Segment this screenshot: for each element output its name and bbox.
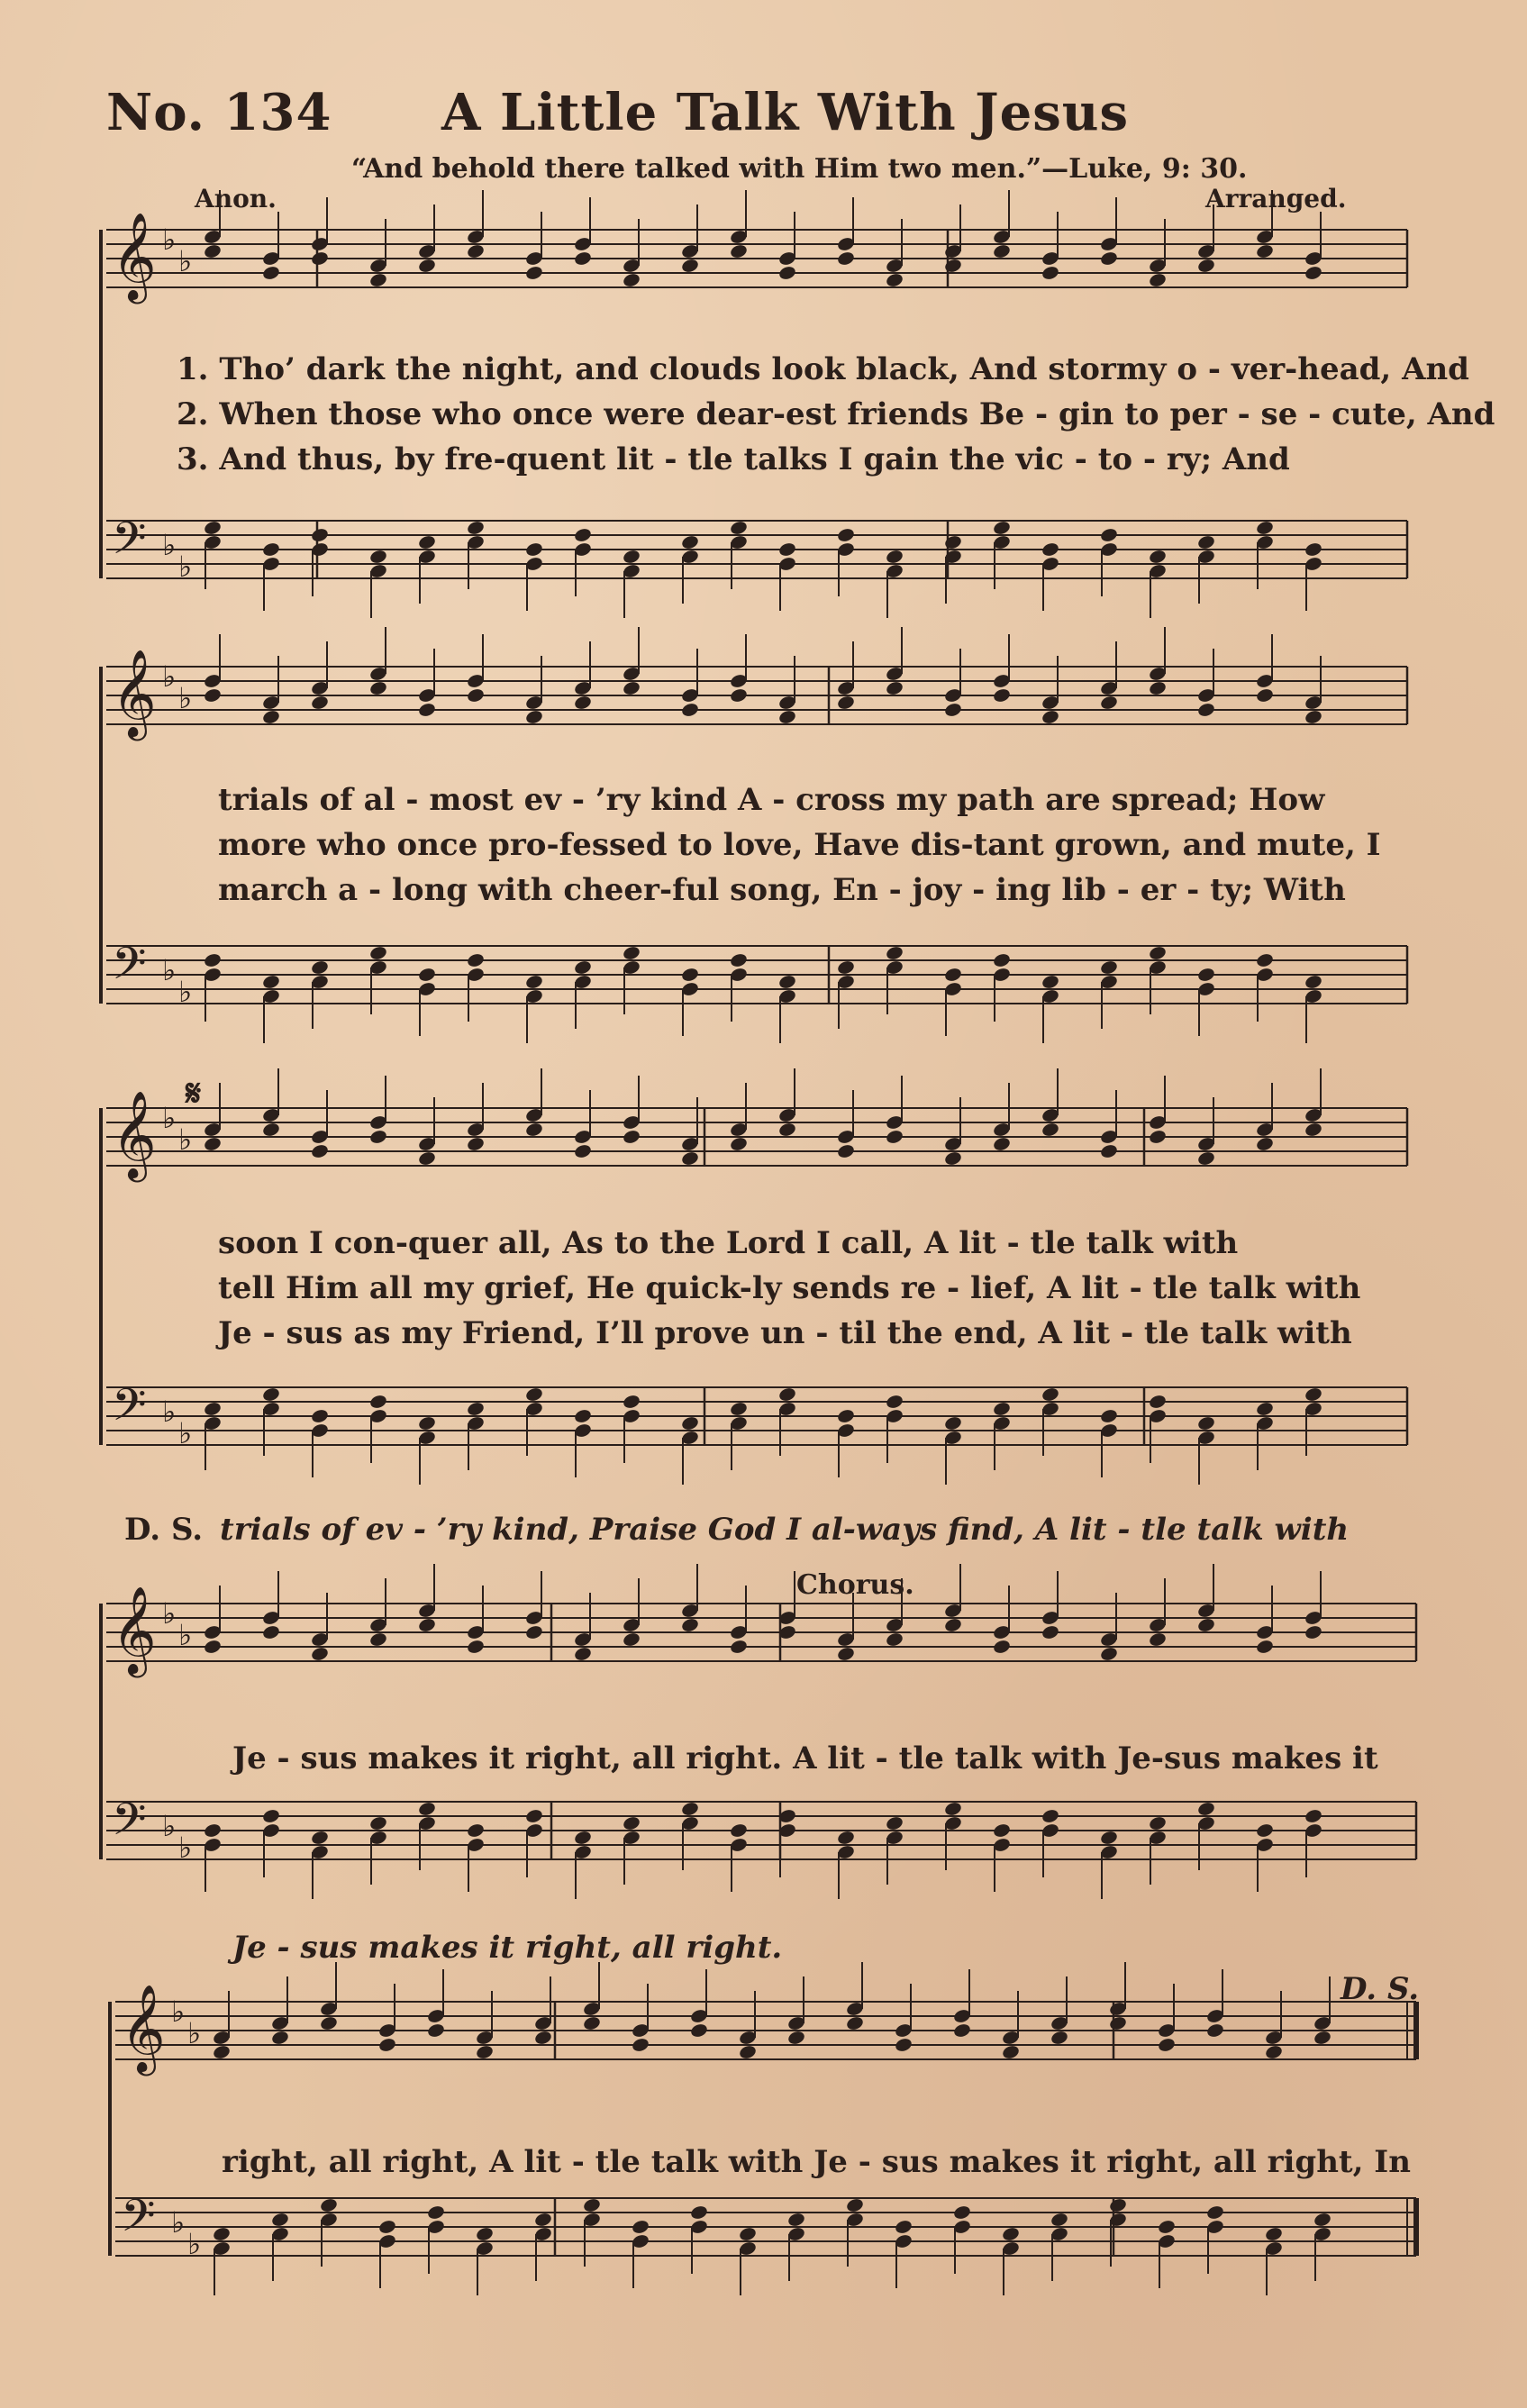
notehead <box>417 534 436 550</box>
notehead <box>943 534 962 550</box>
notehead <box>992 1136 1011 1152</box>
notehead <box>680 1617 699 1633</box>
notehead <box>680 702 699 718</box>
notehead <box>680 967 699 983</box>
notehead <box>1196 1150 1215 1167</box>
notehead <box>261 541 280 558</box>
bass-clef-icon: 𝄢 <box>112 938 147 1001</box>
notehead <box>1196 702 1215 718</box>
notehead <box>261 1386 280 1403</box>
notehead <box>203 1822 222 1839</box>
notehead <box>622 549 641 565</box>
flat-sign-icon: ♭ <box>162 1596 177 1631</box>
notehead <box>1157 2037 1176 2053</box>
notehead <box>1041 1808 1059 1824</box>
notehead <box>533 2030 552 2046</box>
notehead <box>1205 2022 1224 2039</box>
notehead <box>261 974 280 990</box>
notehead <box>368 945 387 961</box>
notehead <box>622 680 641 696</box>
notehead <box>680 258 699 274</box>
notehead <box>992 1401 1011 1417</box>
notehead <box>729 952 748 968</box>
notehead <box>1255 520 1274 536</box>
flat-sign-icon: ♭ <box>178 550 193 584</box>
hymn-number: No. 134 <box>106 83 332 142</box>
notehead <box>212 2226 231 2242</box>
notehead <box>368 549 387 565</box>
notehead <box>943 1617 962 1633</box>
notehead <box>1304 1386 1322 1403</box>
chorus-bass-line: Je - sus makes it right, all right. <box>232 1930 783 1966</box>
notehead <box>777 1122 796 1138</box>
notehead <box>943 702 962 718</box>
notehead <box>1196 1801 1215 1817</box>
flat-sign-icon: ♭ <box>162 1809 177 1843</box>
notehead <box>622 945 641 961</box>
notehead <box>1148 1815 1167 1831</box>
notehead <box>1304 974 1322 990</box>
notehead <box>524 709 543 725</box>
notehead <box>777 265 796 281</box>
notehead <box>466 952 485 968</box>
notehead <box>1205 2204 1224 2221</box>
ds-label: D. S. <box>124 1512 204 1548</box>
notehead <box>203 952 222 968</box>
notehead <box>310 1646 329 1662</box>
notehead <box>885 549 904 565</box>
notehead <box>417 1617 436 1633</box>
flat-sign-icon: ♭ <box>171 1995 186 2029</box>
notehead <box>689 2022 708 2039</box>
notehead <box>368 272 387 288</box>
bass-clef-icon: 𝄢 <box>112 513 147 576</box>
verse-2-line-3: tell Him all my grief, He quick-ly sends re - lief, A lit - tle talk with <box>218 1270 1361 1306</box>
segno-sign: 𝄋 <box>186 1072 202 1114</box>
notehead <box>319 2015 338 2031</box>
notehead <box>466 1639 485 1655</box>
notehead <box>1255 687 1274 704</box>
notehead <box>573 250 592 267</box>
notehead <box>319 2197 338 2213</box>
notehead <box>417 967 436 983</box>
notehead <box>212 2044 231 2060</box>
treble-clef-icon: 𝄞 <box>112 1090 157 1178</box>
notehead <box>582 2197 601 2213</box>
notehead <box>786 2030 805 2046</box>
notehead <box>836 1143 855 1159</box>
notehead <box>1050 2212 1068 2228</box>
notehead <box>738 2226 757 2242</box>
notehead <box>689 2204 708 2221</box>
notehead <box>1304 265 1322 281</box>
notehead <box>573 1830 592 1846</box>
notehead <box>680 534 699 550</box>
notehead <box>1196 258 1215 274</box>
bass-clef-icon: 𝄢 <box>112 1794 147 1857</box>
notehead <box>466 687 485 704</box>
notehead <box>1041 709 1059 725</box>
notehead <box>1050 2030 1068 2046</box>
notehead <box>310 527 329 543</box>
notehead <box>417 1415 436 1431</box>
notehead <box>1148 1631 1167 1648</box>
notehead <box>1108 2015 1127 2031</box>
notehead <box>952 2022 971 2039</box>
flat-sign-icon: ♭ <box>162 223 177 257</box>
verse-3-line-1: 3. And thus, by fre-quent lit - tle talks I gain the vic - to - ry; And <box>177 441 1290 477</box>
notehead <box>1099 250 1118 267</box>
flat-sign-icon: ♭ <box>187 2016 202 2050</box>
notehead <box>203 243 222 259</box>
notehead <box>466 1136 485 1152</box>
notehead <box>310 1143 329 1159</box>
notehead <box>885 680 904 696</box>
notehead <box>1255 243 1274 259</box>
notehead <box>1255 1822 1274 1839</box>
notehead <box>622 1815 641 1831</box>
flat-sign-icon: ♭ <box>162 1101 177 1135</box>
notehead <box>1304 1624 1322 1640</box>
verse-3-line-2: march a - long with cheer-ful song, En - joy - ing lib - er - ty; With <box>218 872 1346 908</box>
flat-sign-icon: ♭ <box>178 1618 193 1652</box>
notehead <box>417 1801 436 1817</box>
chorus-line-1: Je - sus makes it right, all right. A lit - tle talk with Je-sus makes it <box>232 1740 1378 1776</box>
notehead <box>885 1631 904 1648</box>
notehead <box>885 272 904 288</box>
notehead <box>1041 265 1059 281</box>
flat-sign-icon: ♭ <box>178 1416 193 1450</box>
notehead <box>992 243 1011 259</box>
notehead <box>368 1815 387 1831</box>
notehead <box>680 1801 699 1817</box>
notehead <box>1099 1646 1118 1662</box>
verse-2-line-2: more who once pro-fessed to love, Have dis-tant grown, and mute, I <box>218 827 1381 863</box>
notehead <box>1255 1639 1274 1655</box>
notehead <box>1264 2044 1283 2060</box>
notehead <box>1041 1386 1059 1403</box>
notehead <box>738 2044 757 2060</box>
notehead <box>368 1394 387 1410</box>
notehead <box>836 959 855 976</box>
notehead <box>1196 1415 1215 1431</box>
scripture-epigraph: “And behold there talked with Him two men.”—Luke, 9: 30. <box>351 153 1248 185</box>
notehead <box>582 2015 601 2031</box>
notehead <box>1099 1830 1118 1846</box>
notehead <box>1099 1408 1118 1424</box>
arranger-credit: Arranged. <box>1205 184 1347 214</box>
notehead <box>1255 952 1274 968</box>
chorus-label: Chorus. <box>796 1569 914 1601</box>
flat-sign-icon: ♭ <box>178 244 193 278</box>
notehead <box>622 1631 641 1648</box>
notehead <box>836 1646 855 1662</box>
notehead <box>466 1822 485 1839</box>
hymn-title: A Little Talk With Jesus <box>441 83 1130 142</box>
notehead <box>1304 541 1322 558</box>
notehead <box>943 258 962 274</box>
notehead <box>1264 2226 1283 2242</box>
notehead <box>310 1830 329 1846</box>
notehead <box>943 1801 962 1817</box>
notehead <box>573 1143 592 1159</box>
verse-3-line-3: Je - sus as my Friend, I’ll prove un - til the end, A lit - tle talk with <box>218 1315 1352 1351</box>
notehead <box>777 709 796 725</box>
notehead <box>1304 1122 1322 1138</box>
notehead <box>1001 2044 1020 2060</box>
notehead <box>622 272 641 288</box>
notehead <box>992 1822 1011 1839</box>
notehead <box>573 1646 592 1662</box>
notehead <box>203 1136 222 1152</box>
notehead <box>836 695 855 711</box>
notehead <box>943 1150 962 1167</box>
notehead <box>836 527 855 543</box>
notehead <box>885 1129 904 1145</box>
notehead <box>261 1808 280 1824</box>
notehead <box>1196 967 1215 983</box>
notehead <box>729 687 748 704</box>
notehead <box>1148 1394 1167 1410</box>
flat-sign-icon: ♭ <box>162 528 177 562</box>
notehead <box>729 1136 748 1152</box>
notehead <box>368 1631 387 1648</box>
notehead <box>729 1401 748 1417</box>
notehead <box>203 520 222 536</box>
notehead <box>786 2212 805 2228</box>
notehead <box>1304 709 1322 725</box>
author-credit: Anon. <box>195 184 277 214</box>
notehead <box>943 967 962 983</box>
notehead <box>631 2037 650 2053</box>
notehead <box>466 520 485 536</box>
notehead <box>310 959 329 976</box>
verse-1-line-2: trials of al - most ev - ’ry kind A - cross my path are spread; How <box>218 782 1325 818</box>
notehead <box>524 1122 543 1138</box>
chorus-line-2: right, all right, A lit - tle talk with Je - sus makes it right, all right, In <box>222 2144 1411 2180</box>
flat-sign-icon: ♭ <box>178 975 193 1009</box>
notehead <box>417 702 436 718</box>
notehead <box>417 1150 436 1167</box>
treble-clef-icon: 𝄞 <box>112 649 157 737</box>
notehead <box>377 2219 396 2235</box>
notehead <box>203 1639 222 1655</box>
notehead <box>836 250 855 267</box>
flat-sign-icon: ♭ <box>162 659 177 694</box>
notehead <box>524 541 543 558</box>
notehead <box>310 1408 329 1424</box>
notehead <box>466 1401 485 1417</box>
notehead <box>1148 272 1167 288</box>
notehead <box>885 1815 904 1831</box>
notehead <box>1196 534 1215 550</box>
bass-clef-icon: 𝄢 <box>121 2190 156 2253</box>
notehead <box>310 250 329 267</box>
notehead <box>1041 1624 1059 1640</box>
notehead <box>992 1639 1011 1655</box>
notehead <box>894 2219 913 2235</box>
notehead <box>261 265 280 281</box>
notehead <box>885 1394 904 1410</box>
notehead <box>1041 974 1059 990</box>
notehead <box>270 2030 289 2046</box>
notehead <box>1196 1617 1215 1633</box>
notehead <box>1148 680 1167 696</box>
notehead <box>777 974 796 990</box>
notehead <box>533 2212 552 2228</box>
notehead <box>310 695 329 711</box>
notehead <box>1304 1808 1322 1824</box>
notehead <box>261 1624 280 1640</box>
notehead <box>203 687 222 704</box>
flat-sign-icon: ♭ <box>162 1395 177 1429</box>
notehead <box>631 2219 650 2235</box>
verse-2-line-1: 2. When those who once were dear-est friends Be - gin to per - se - cute, And <box>177 396 1495 432</box>
notehead <box>729 520 748 536</box>
notehead <box>1041 1122 1059 1138</box>
notehead <box>992 520 1011 536</box>
notehead <box>729 1822 748 1839</box>
notehead <box>524 1808 543 1824</box>
notehead <box>1313 2030 1332 2046</box>
notehead <box>524 1624 543 1640</box>
notehead <box>1001 2226 1020 2242</box>
notehead <box>1099 1143 1118 1159</box>
notehead <box>573 527 592 543</box>
treble-clef-icon: 𝄞 <box>112 1586 157 1674</box>
notehead <box>622 1129 641 1145</box>
notehead <box>1099 695 1118 711</box>
notehead <box>368 1129 387 1145</box>
notehead <box>1148 1129 1167 1145</box>
notehead <box>622 1394 641 1410</box>
notehead <box>573 695 592 711</box>
notehead <box>836 1408 855 1424</box>
notehead <box>573 959 592 976</box>
notehead <box>203 1401 222 1417</box>
flat-sign-icon: ♭ <box>178 1831 193 1865</box>
notehead <box>377 2037 396 2053</box>
flat-sign-icon: ♭ <box>187 2227 202 2261</box>
notehead <box>475 2226 494 2242</box>
notehead <box>894 2037 913 2053</box>
notehead <box>426 2204 445 2221</box>
notehead <box>417 258 436 274</box>
notehead <box>1148 549 1167 565</box>
notehead <box>836 1830 855 1846</box>
notehead <box>992 687 1011 704</box>
notehead <box>1041 541 1059 558</box>
notehead <box>680 1150 699 1167</box>
notehead <box>573 1408 592 1424</box>
notehead <box>1255 1401 1274 1417</box>
verse-1-line-3: soon I con-quer all, As to the Lord I call, A lit - tle talk with <box>218 1225 1239 1261</box>
notehead <box>524 1386 543 1403</box>
notehead <box>777 541 796 558</box>
bass-clef-icon: 𝄢 <box>112 1379 147 1442</box>
notehead <box>1313 2212 1332 2228</box>
verse-1-line-1: 1. Tho’ dark the night, and clouds look black, And stormy o - ver-head, And <box>177 351 1469 387</box>
flat-sign-icon: ♭ <box>178 1122 193 1157</box>
notehead <box>475 2044 494 2060</box>
notehead <box>1148 945 1167 961</box>
notehead <box>270 2212 289 2228</box>
notehead <box>992 952 1011 968</box>
notehead <box>1157 2219 1176 2235</box>
flat-sign-icon: ♭ <box>178 681 193 715</box>
notehead <box>943 1415 962 1431</box>
notehead <box>729 243 748 259</box>
treble-clef-icon: 𝄞 <box>121 1984 166 2072</box>
notehead <box>1108 2197 1127 2213</box>
notehead <box>1099 959 1118 976</box>
notehead <box>777 1386 796 1403</box>
notehead <box>729 1639 748 1655</box>
notehead <box>261 1122 280 1138</box>
notehead <box>845 2015 864 2031</box>
ds-lyric-line: trials of ev - ’ry kind, Praise God I al-ways find, A lit - tle talk with <box>220 1512 1350 1548</box>
flat-sign-icon: ♭ <box>162 953 177 987</box>
notehead <box>524 974 543 990</box>
treble-clef-icon: 𝄞 <box>112 212 157 300</box>
notehead <box>845 2197 864 2213</box>
notehead <box>680 1415 699 1431</box>
ds-mark: D. S. <box>1341 1971 1420 2007</box>
flat-sign-icon: ♭ <box>171 2205 186 2240</box>
notehead <box>261 709 280 725</box>
notehead <box>952 2204 971 2221</box>
notehead <box>524 265 543 281</box>
notehead <box>426 2022 445 2039</box>
notehead <box>885 945 904 961</box>
notehead <box>368 680 387 696</box>
notehead <box>1099 527 1118 543</box>
notehead <box>466 243 485 259</box>
notehead <box>1255 1136 1274 1152</box>
